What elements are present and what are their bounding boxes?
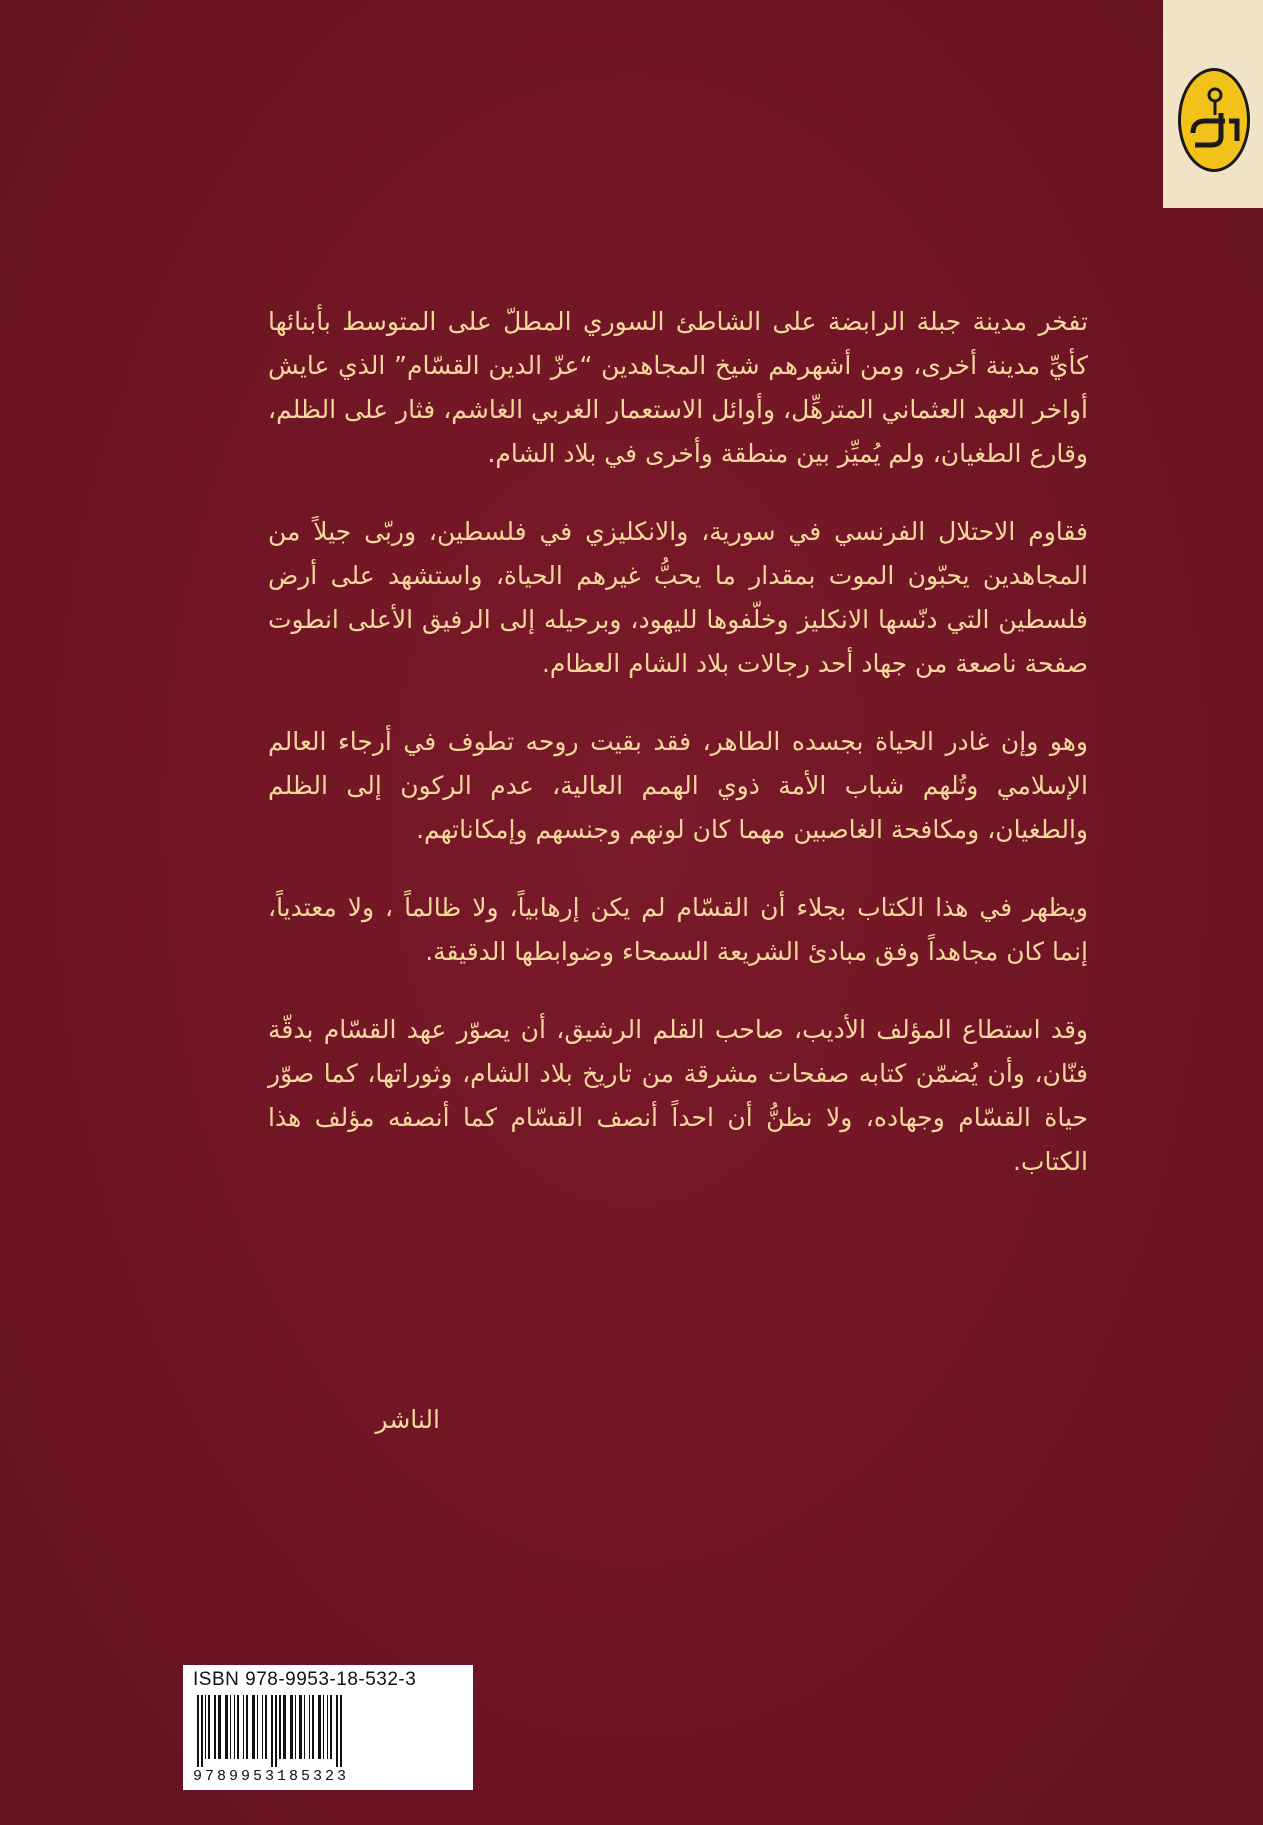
blurb-paragraph-4: ويظهر في هذا الكتاب بجلاء أن القسّام لم يكن إرهابياً، ولا ظالماً ، ولا معتدياً، إنما كان مجاهداً وفق مبادئ الشريعة السمحاء وضوابطها الدقيقة. (268, 893, 1088, 966)
blurb-text (268, 300, 1088, 1218)
blurb-paragraph-3: وهو وإن غادر الحياة بجسده الطاهر، فقد بقيت روحه تطوف في أرجاء العالم الإسلامي وتُلهم شباب الأمة ذوي الهمم العالية، عدم الركون إلى الظلم والطغيان، ومكافحة الغاصبين مهما كان لونهم وجنسهم وإمكاناتهم. (268, 727, 1088, 844)
barcode-bars (193, 1695, 463, 1767)
publisher-logo-icon (1178, 68, 1250, 172)
blurb-paragraph-2: فقاوم الاحتلال الفرنسي في سورية، والانكليزي في فلسطين، وربّى جيلاً من المجاهدين يحبّون الموت بمقدار ما يحبُّ غيرهم الحياة، واستشهد على أرض فلسطين التي دنّسها الانكليز وخلّفوها لليهود، وبرحيله إلى الرفيق الأعلى انطوت صفحة ناصعة من جهاد أحد رجالات بلاد الشام العظام. (268, 517, 1088, 678)
publisher-logo-panel (1163, 0, 1263, 208)
publisher-signature: الناشر (375, 1405, 440, 1434)
blurb-paragraph-5: وقد استطاع المؤلف الأديب، صاحب القلم الرشيق، أن يصوّر عهد القسّام بدقّة فنّان، وأن يُضمّن كتابه صفحات مشرقة من تاريخ بلاد الشام، وثوراتها، كما صوّر حياة القسّام وجهاده، ولا نظنُّ أن احداً أنصف القسّام كما أنصفه مؤلف هذا الكتاب. (268, 1015, 1088, 1176)
isbn-text: ISBN 978-9953-18-532-3 (193, 1669, 417, 1690)
barcode-label (183, 1665, 473, 1790)
blurb-paragraph-1: تفخر مدينة جبلة الرابضة على الشاطئ السوري المطلّ على المتوسط بأبنائها كأيِّ مدينة أخرى، ومن أشهرهم شيخ المجاهدين “عزّ الدين القسّام” الذي عايش أواخر العهد العثماني المترهِّل، وأوائل الاستعمار الغربي الغاشم، فثار على الظلم، وقارع الطغيان، ولم يُميِّز بين منطقة وأخرى في بلاد الشام. (268, 307, 1088, 468)
isbn-digits: 9789953185323 (193, 1768, 350, 1785)
